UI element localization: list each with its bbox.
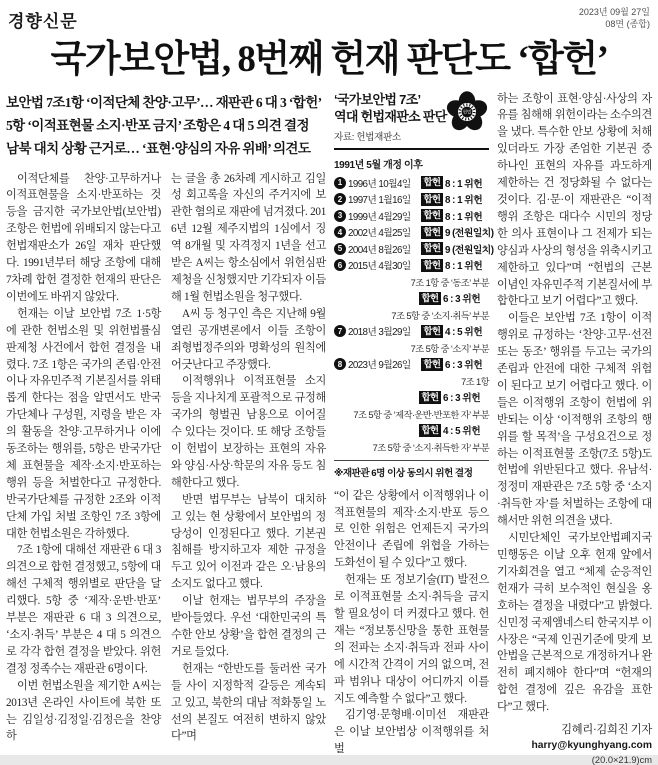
ruling-number-badge: 8 (334, 358, 346, 370)
verdict-badge: 합헌 (421, 176, 443, 189)
article-paragraph: 헌재는 또 정보기술(IT) 발전으로 이적표현물 소지·취득을 금지할 필요성이 더 커졌다고 했다. 헌재는 “정보통신망을 통한 표현물의 전파는 소지·취득과 전파 사이에 시간적 간격이 거의 없으며, 전파 범위나 대상이 어디까지 이를지도 예측할 수 없다”고 했다. (334, 574, 489, 705)
masthead (6, 5, 652, 32)
ruling-date: 1996년 10월4일 (348, 178, 411, 190)
article-size-note: (20.0×21.9)cm (591, 755, 652, 765)
verdict-badge: 합헌 (421, 209, 443, 222)
article-paragraph: 는 글을 총 26차례 게시하고 김일성 회고록을 자신의 주거지에 보관한 혐의로 재판에 넘겨졌다. 2016년 12월 제주지법의 1심에서 징역 8개월 및 자격정지 1년을 선고받은 A씨는 항소심에서 위헌심판제청을 신청했지만 기각되자 이듬해 1월 헌법소원을 청구했다. (171, 172, 326, 303)
infobox-source: 자료: 헌법재판소 (334, 131, 401, 143)
ruling-sub-row (419, 291, 489, 305)
ruling-number-badge: 7 (334, 325, 346, 337)
ruling-result: 8 : 1 위헌 (444, 211, 483, 223)
article-body (6, 91, 652, 765)
ruling-result: 8 : 1 위헌 (444, 178, 483, 190)
verdict-badge: 합헌 (421, 259, 443, 272)
ruling-date: 2015년 4월30일 (348, 261, 411, 273)
ruling-scope-note: 7조 5항 중 ‘제작·운반·반포한 자’ 부분 (353, 409, 489, 420)
infobox-header (334, 91, 489, 150)
subheadline (6, 91, 326, 160)
article-paragraph: 이적단체를 찬양·고무하거나 이적표현물을 소지·반포하는 것 등을 금지한 국가보안법(보안법) 조항은 헌법에 위배되지 않는다고 헌법재판소가 26일 재차 판단했다. 1991년부터 해당 조항에 대해 7차례 합헌 결정한 헌재의 판단은 이번에도 바뀌지 않았다. (6, 172, 161, 303)
ruling-result: 8 : 1 위헌 (444, 261, 483, 273)
byline: 김혜리·김희진 기자 (561, 724, 652, 737)
ruling-result: 9 (전원일치) (444, 244, 494, 256)
verdict-badge: 합헌 (421, 325, 443, 338)
ruling-date: 2023년 9월26일 (348, 360, 411, 372)
ruling-result: 6 : 3 위헌 (444, 360, 483, 372)
article-paragraph: A씨 등 청구인 측은 지난해 9월 열린 공개변론에서 이들 조항이 죄형법정주의와 명확성의 원칙에 어긋난다고 주장했다. (171, 307, 326, 371)
ruling-row (334, 225, 494, 240)
text-column-3 (334, 91, 494, 759)
article-paragraph: 이날 헌재는 법무부의 주장을 받아들였다. 우선 ‘대한민국의 특수한 안보 상황’을 합헌 결정의 근거로 들었다. (171, 595, 326, 658)
ruling-row (334, 192, 489, 206)
verdict-badge: 합헌 (421, 358, 443, 371)
ruling-result: 4 : 5 위헌 (442, 426, 481, 438)
article-paragraph: 시민단체인 국가보안법폐지국민행동은 이날 오후 헌재 앞에서 기자회견을 열고 “체제 순응적인 헌재가 극히 보수적인 현실을 옹호하는 결정을 내렸다”고 밝혔다. 신민정 국제앰네스티 한국지부 이사장은 “국제 인권기준에 맞게 보안법을 근본적으로 개정하거나 완전히 폐지해야 한다”며 “헌재의 합헌 결정에 깊은 유감을 표한다”고 했다. (497, 532, 652, 714)
ruling-number-badge: 5 (334, 243, 346, 255)
svg-text:헌법: 헌법 (462, 109, 472, 115)
ruling-scope-note: 7조 5항 중 ‘소지’ 부분 (410, 343, 489, 354)
left-column-group (6, 91, 326, 746)
ruling-number-badge: 2 (334, 193, 346, 205)
ruling-date: 2002년 4월25일 (348, 228, 411, 240)
text-column-4 (497, 91, 652, 765)
ruling-history-list (334, 176, 494, 454)
article-paragraph: 이번 헌법소원을 제기한 A씨는 2013년 온라인 사이트에 북한 또는 김일성·김정일·김정은을 찬양하 (6, 679, 161, 743)
verdict-badge: 합헌 (421, 193, 443, 206)
ruling-date: 2018년 3월29일 (348, 327, 411, 339)
verdict-badge: 합헌 (419, 424, 441, 437)
ruling-result: 4 : 5 위헌 (444, 327, 483, 339)
ruling-date: 1999년 4월29일 (348, 211, 411, 223)
ruling-number-badge: 1 (334, 177, 346, 189)
edition-date: 2023년 09월 27일 (578, 7, 650, 17)
verdict-badge: 합헌 (419, 292, 441, 305)
ruling-row (334, 209, 489, 223)
ruling-result: 6 : 3 위헌 (442, 393, 481, 405)
ruling-row (334, 242, 494, 256)
byline-block (497, 721, 652, 765)
ruling-scope-note: 7조 5항 중 ‘소지·취득’ 부분 (391, 310, 489, 321)
article-paragraph: 반면 법무부는 남북이 대치하고 있는 현 상황에서 보안법의 정당성이 인정된다고 했다. 기본권 침해를 방지하고자 제한 규정을 두고 있어 이전과 같은 오·남용의 소지도 없다고 했다. (171, 493, 326, 591)
ruling-result: 6 : 3 위헌 (442, 294, 481, 306)
ruling-sub-row (419, 390, 489, 404)
ruling-date: 1997년 1월16일 (348, 195, 411, 207)
ruling-scope-note: 7조 1항 중 ‘동조’ 부분 (410, 277, 489, 288)
ruling-number-badge: 3 (334, 210, 346, 222)
infobox-title-line-1: ‘국가보안법 7조’ (334, 91, 421, 107)
verdict-badge: 합헌 (419, 391, 441, 404)
article-paragraph: 하는 조항이 표현·양심·사상의 자유를 침해해 위헌이라는 소수의견을 냈다. 특수한 안보 상황에 처해 있더라도 가장 존엄한 기본권 중 하나인 표현의 자유를 과도하게 제한하는 건 정당화될 수 없다는 것이다. 김·문·이 재판관은 “이적행위 조항은 대다수 시민의 정당한 의사 표현이나 그 전제가 되는 양심과 사상의 형성을 위축시키고 제한하고 있다”며 “헌법의 근본 이념인 자유민주적 기본질서에 부합한다고 보기 어렵다”고 했다. (497, 92, 652, 308)
headline: 국가보안법, 8번째 헌재 판단도 ‘합헌’ (50, 39, 608, 80)
edition-info (579, 7, 650, 30)
subheadline-line-3: 남북 대치 상황 근거로… ‘표현·양심의 자유 위배’ 의견도 (6, 140, 311, 156)
article-paragraph: 7조 1항에 대해선 재판관 6 대 3 의견으로 합헌 결정했고, 5항에 대해선 구체적 행위별로 판단을 달리했다. 5항 중 ‘제작·운반·반포’ 부분은 재판관 6 대 3 의견으로, ‘소지·취득’ 부분은 4 대 5 의견으로 각각 합헌 결정을 받았다. 위헌 결정 정족수는 재판관 6명이다. (6, 544, 161, 675)
ruling-sub-row (419, 423, 489, 437)
text-column-2 (171, 171, 326, 746)
text-column-3-body (334, 488, 489, 759)
ruling-result: 8 : 1 위헌 (444, 195, 483, 207)
reporter-email: harry@kyunghyang.com (531, 740, 652, 752)
article-paragraph: 헌재는 이날 보안법 7조 1·5항에 관한 헌법소원 및 위헌법률심판제청 사건에서 합헌 결정을 내렸다. 7조 1항은 국가의 존립·안전이나 자유민주적 기본질서를 위태롭게 한다는 점을 알면서도 반국가단체나 구성원, 지령을 받은 자의 활동을 찬양·고무하거나 이에 동조하는 행위를, 5항은 반국가단체 표현물을 제작·소지·반포하는 행위 등을 처벌한다고 규정한다. 반국가단체를 규정한 2조와 이적단체 가입 처벌 조항인 7조 3항에 대한 헌법소원은 각하했다. (6, 307, 161, 540)
article-paragraph: “이 같은 상황에서 이적행위나 이적표현물의 제작·소지·반포 등으로 인한 위험은 언제든지 국가의 안전이나 존립에 위협을 가하는 도화선이 될 수 있다”고 했다. (334, 489, 489, 570)
ruling-row (334, 176, 489, 190)
article-paragraph: 헌재는 “한반도를 둘러싼 국가들 사이 지정학적 갈등은 계속되고 있고, 북한의 대남 적화통일 노선의 본질도 여전히 변하지 않았다”며 (171, 662, 326, 743)
ruling-row (334, 258, 489, 272)
ruling-scope-note: 7조 1항 (461, 376, 489, 387)
ruling-history-infobox (334, 91, 494, 479)
subheadline-line-1: 보안법 7조1항 ‘이적단체 찬양·고무’… 재판관 6 대 3 ‘합헌’ (6, 94, 322, 110)
ruling-date: 2004년 8월26일 (348, 244, 411, 256)
article-paragraph: 이들은 보안법 7조 1항이 이적행위로 규정하는 ‘찬양·고무·선전 또는 동조’ 행위를 두고는 국가의 존립과 안전에 대한 구체적 위험이 된다고 보기 어렵다고 했다. 이들은 이적행위 조항이 헌법에 위반되는 이상 ‘이적행위 조항의 행위를 할 목적’을 구성요건으로 정하는 이적표현물 조항(7조 5항)도 헌법에 위반된다고 했다. 유남석·정정미 재판관은 7조 5항 중 ‘소지·취득한 자’를 처벌하는 조항에 대해서만 위헌 의견을 냈다. (497, 312, 652, 528)
ruling-number-badge: 6 (334, 259, 346, 271)
ruling-row (334, 324, 489, 338)
verdict-badge: 합헌 (421, 226, 443, 239)
ruling-result: 9 (전원일치) (444, 228, 494, 240)
subheadline-line-2: 5항 ‘이적표현물 소지·반포 금지’ 조항은 4 대 5 의견 결정 (6, 117, 309, 133)
ruling-row (334, 357, 489, 371)
text-column-4-body (497, 91, 652, 717)
article-paragraph: 이적행위나 이적표현물 소지 등을 지나치게 포괄적으로 규정해 국가의 형벌권 남용으로 이어질 수 있다는 것이다. 또 해당 조항들이 헌법이 보장하는 표현의 자유와 양심·사상·학문의 자유 등도 침해한다고 했다. (171, 375, 326, 489)
verdict-badge: 합헌 (421, 242, 443, 255)
text-column-1 (6, 171, 161, 746)
infobox-title-line-2: 역대 헌법재판소 판단 (334, 109, 447, 125)
constitutional-court-emblem-icon (445, 91, 489, 138)
infobox-period-note: 1991년 5월 개정 이후 (334, 159, 423, 171)
ruling-scope-note: 7조 5항 중 ‘소지·취득한 자’ 부분 (372, 442, 489, 453)
newspaper-logo: 경향신문 (8, 12, 78, 31)
infobox-footnote: ※재판관 6명 이상 동의시 위헌 결정 (334, 460, 489, 479)
ruling-number-badge: 4 (334, 226, 346, 238)
edition-page-number: 08면 (종합) (605, 18, 650, 29)
article-paragraph: 김기영·문형배·이미선 재판관은 이날 보안법상 이적행위를 처벌 (334, 709, 489, 756)
